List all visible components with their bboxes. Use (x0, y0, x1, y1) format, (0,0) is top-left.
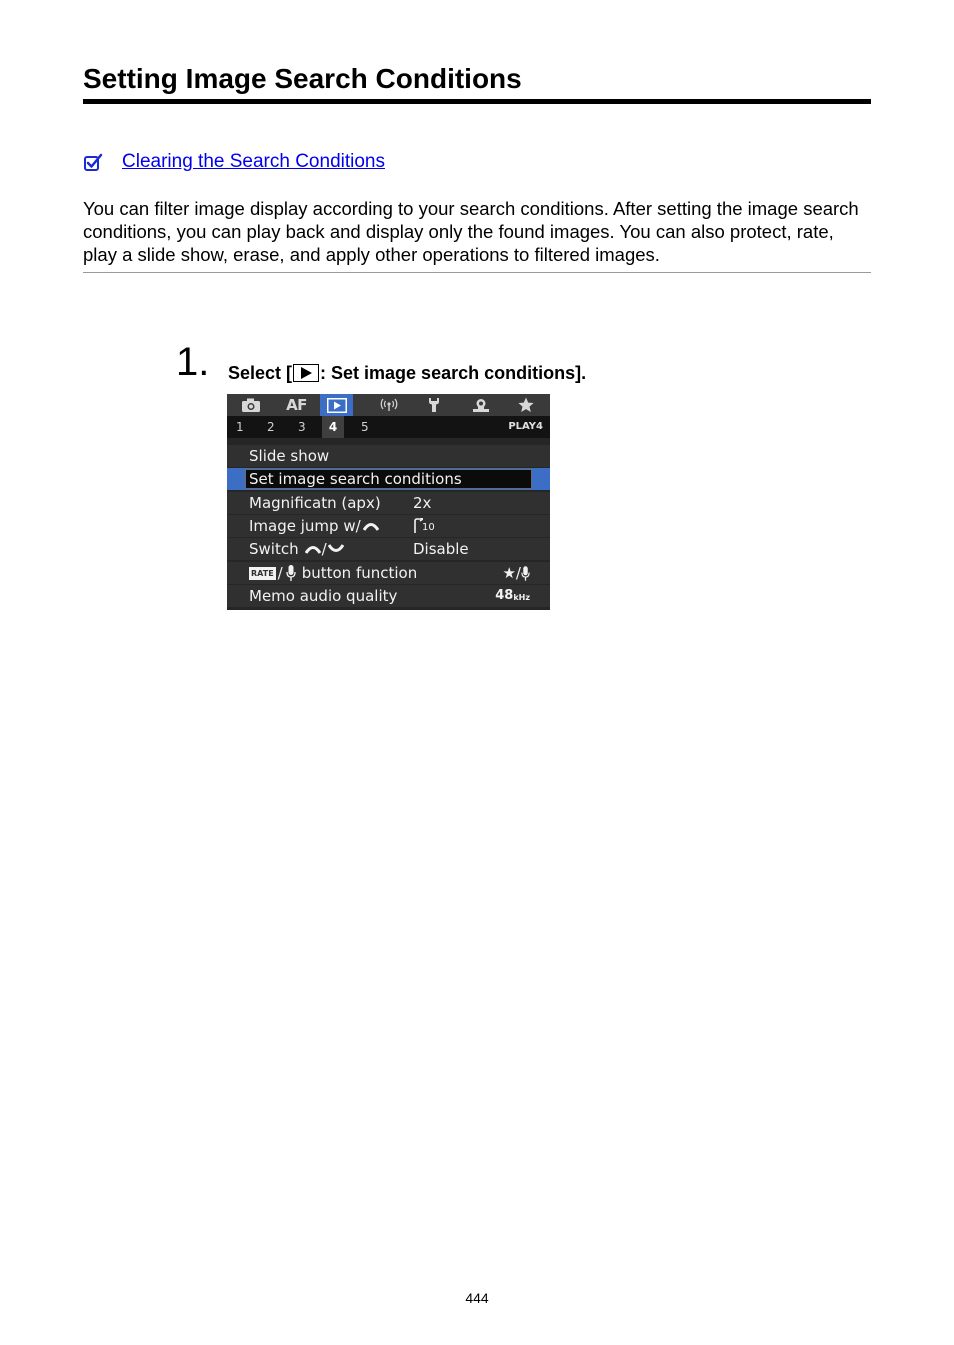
magnification-value: 2x (413, 494, 432, 512)
step-text-before: Select [ (228, 363, 293, 383)
page-title: Setting Image Search Conditions (83, 63, 522, 94)
step-number: 1. (176, 340, 210, 384)
shooting-camera-icon[interactable] (234, 394, 267, 416)
checkbox-link-icon (83, 152, 103, 172)
custom-functions-icon[interactable] (464, 394, 497, 416)
camera-menu-screenshot (227, 394, 550, 610)
menu-item-switch[interactable]: Switch / Disable (227, 538, 550, 560)
playback-tab-icon (327, 398, 347, 413)
menu-item-magnification[interactable]: Magnificatn (apx) 2x (227, 492, 550, 514)
menu-page-numbers (227, 416, 550, 438)
page-number: 444 (465, 1290, 489, 1306)
toc-link-row[interactable] (83, 150, 385, 174)
page-num-4[interactable]: 4 (322, 416, 344, 438)
jump-10-images-icon (413, 515, 435, 537)
page-num-3[interactable]: 3 (298, 420, 306, 434)
step-instruction (228, 361, 586, 385)
menu-item-set-image-search-conditions[interactable]: Set image search conditions (227, 468, 550, 490)
menu-tab-bar (227, 394, 550, 416)
rate-function-value: ★/ (502, 562, 530, 584)
menu-item-rate-button-function[interactable]: RATE / button function ★/ (227, 562, 550, 584)
af-tab[interactable]: AF (286, 396, 307, 414)
tab-playback[interactable] (320, 394, 353, 416)
jump-value: 10 (422, 522, 435, 533)
setup-wrench-icon[interactable] (417, 394, 450, 416)
intro-paragraph: You can filter image display according to your search conditions. After setting the image search conditions, you can play back and display only the found images. You can also protect, rate, play a slide show, erase, and apply other operations to filtered images. (83, 198, 859, 265)
clearing-search-conditions-link[interactable]: Clearing the Search Conditions (122, 151, 385, 172)
page-label: PLAY4 (508, 421, 543, 432)
microphone-icon (286, 565, 296, 581)
dial-up-icon (305, 544, 321, 554)
my-menu-star-icon[interactable] (509, 394, 542, 416)
page-num-5[interactable]: 5 (361, 420, 369, 434)
main-dial-icon (363, 521, 379, 531)
wireless-icon[interactable] (372, 394, 405, 416)
menu-item-memo-audio-quality[interactable]: Memo audio quality 48 kHz (227, 585, 550, 607)
page-num-1[interactable]: 1 (236, 420, 244, 434)
intro-rule (83, 272, 871, 273)
menu-item-image-jump[interactable]: Image jump w/ 10 (227, 515, 550, 537)
microphone-value-icon (521, 566, 530, 581)
switch-value: Disable (413, 540, 469, 558)
dial-down-icon (328, 544, 344, 554)
step-text-after: : Set image search conditions]. (320, 363, 587, 383)
page-num-2[interactable]: 2 (267, 420, 275, 434)
audio-quality-value: 48 kHz (495, 588, 530, 603)
rate-button-icon: RATE (251, 568, 274, 578)
title-rule (83, 99, 871, 104)
playback-icon (293, 364, 319, 382)
menu-item-slide-show[interactable]: Slide show (227, 445, 550, 467)
